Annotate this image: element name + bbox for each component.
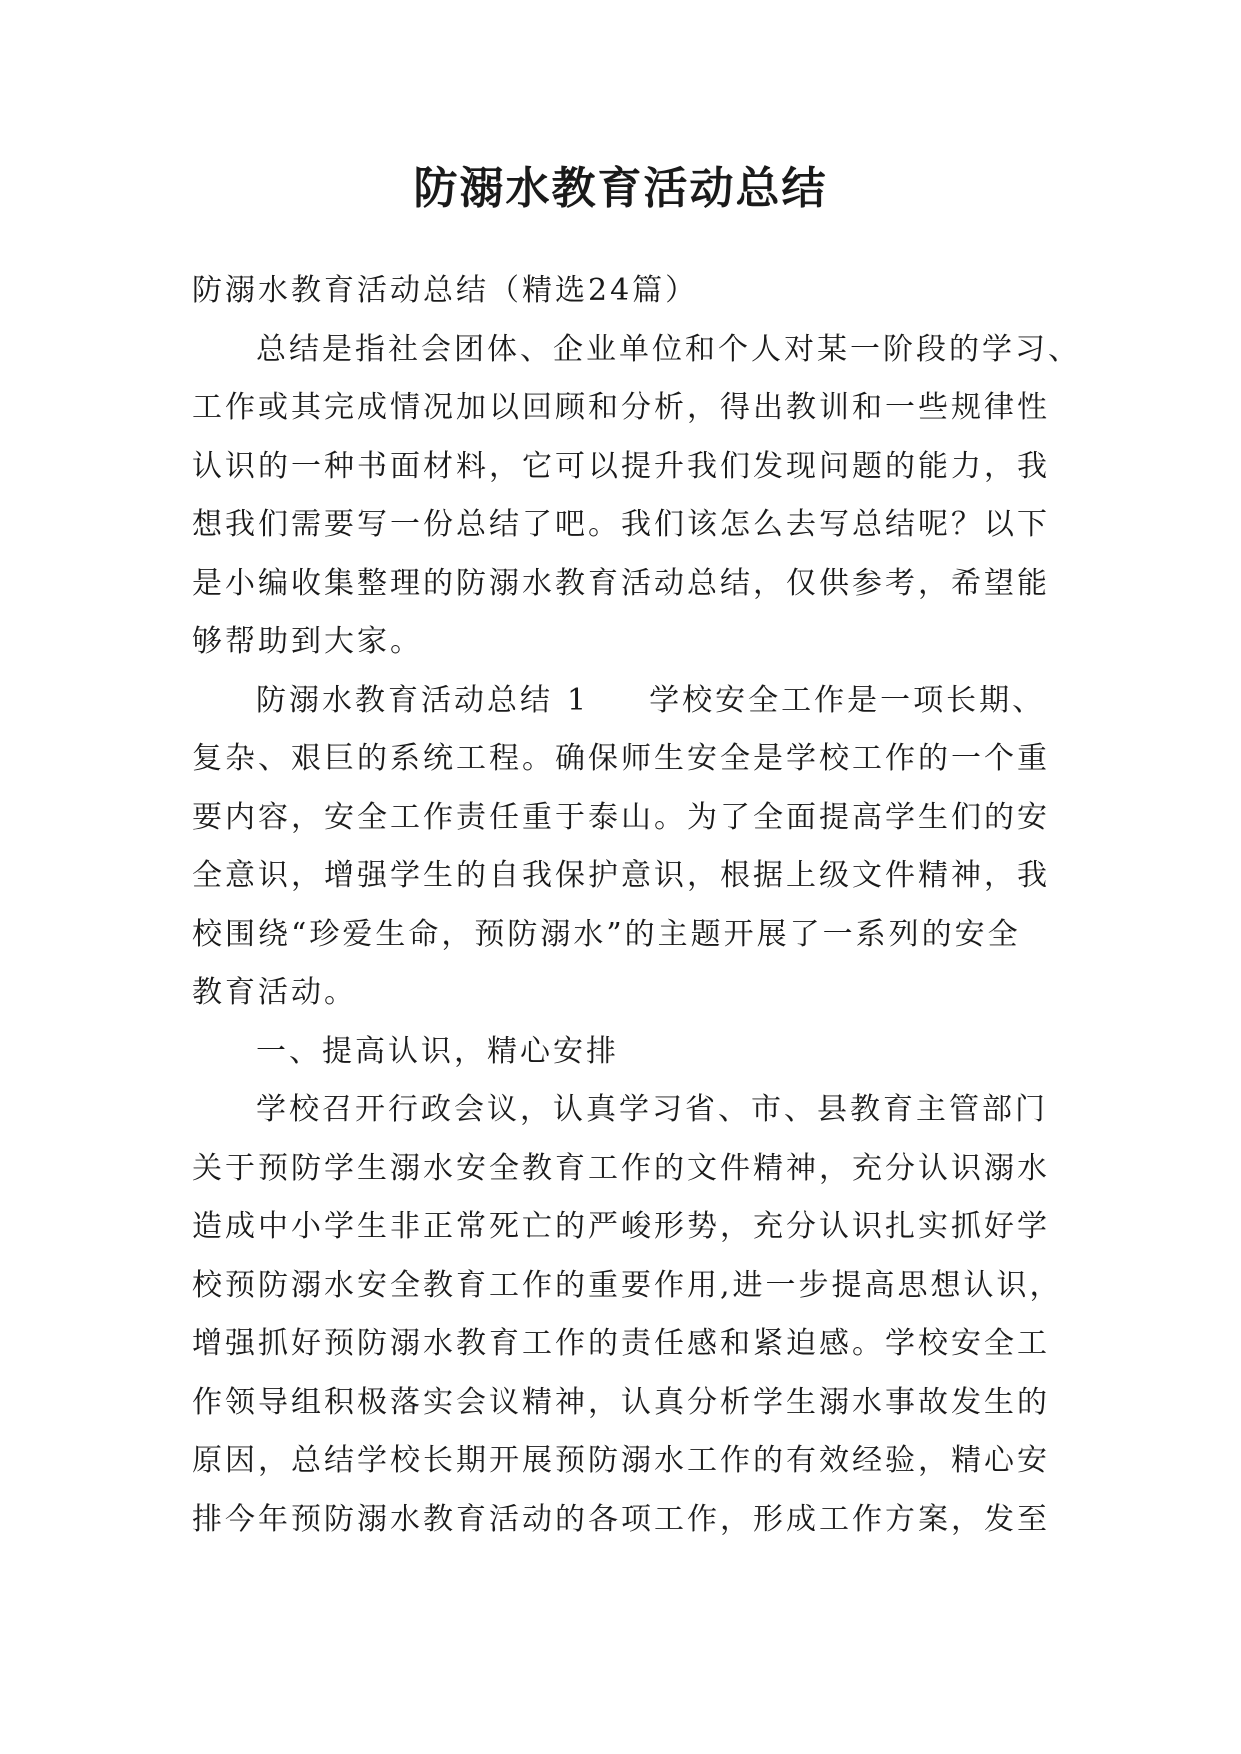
paragraph-2-line: 学校召开行政会议，认真学习省、市、县教育主管部门 xyxy=(256,1092,1048,1127)
paragraph-2-line: 校预防溺水安全教育工作的重要作用,进一步提高思想认识， xyxy=(192,1267,1063,1303)
section-1-line: 全意识，增强学生的自我保护意识，根据上级文件精神，我 xyxy=(192,858,1050,893)
section-1-first-line xyxy=(192,672,1062,731)
paragraph-2-line: 作领导组积极落实会议精神，认真分析学生溺水事故发生的 xyxy=(192,1384,1050,1420)
section-1-heading: 防溺水教育活动总结 xyxy=(256,682,553,718)
paragraph-2-line: 关于预防学生溺水安全教育工作的文件精神，充分认识溺水 xyxy=(192,1150,1050,1186)
section-1-number: 1 xyxy=(567,682,590,718)
intro-line: 总结是指社会团体、企业单位和个人对某一阶段的学习、 xyxy=(256,331,1081,367)
intro-line: 是小编收集整理的防溺水教育活动总结，仅供参考，希望能 xyxy=(192,565,1050,601)
intro-line: 工作或其完成情况加以回顾和分析，得出教训和一些规律性 xyxy=(192,390,1050,425)
paragraph-2-line: 原因，总结学校长期开展预防溺水工作的有效经验，精心安 xyxy=(192,1443,1050,1478)
section-1-line: 教育活动。 xyxy=(192,975,357,1010)
section-1-line: 要内容，安全工作责任重于泰山。为了全面提高学生们的安 xyxy=(192,799,1050,835)
document-subtitle: 防溺水教育活动总结（精选24篇） xyxy=(192,273,699,308)
document-title: 防溺水教育活动总结 xyxy=(413,163,828,214)
intro-line: 够帮助到大家。 xyxy=(192,624,423,659)
subheading-1: 一、提高认识，精心安排 xyxy=(256,1033,619,1069)
section-1-line: 校围绕“珍爱生命，预防溺水”的主题开展了一系列的安全 xyxy=(192,916,1021,952)
document-body xyxy=(192,262,1081,1549)
paragraph-2-line: 造成中小学生非正常死亡的严峻形势，充分认识扎实抓好学 xyxy=(192,1209,1050,1244)
paragraph-2-line: 排今年预防溺水教育活动的各项工作，形成工作方案，发至 xyxy=(192,1501,1050,1537)
section-1-first-line-text: 学校安全工作是一项长期、 xyxy=(649,682,1046,718)
intro-line: 认识的一种书面材料，它可以提升我们发现问题的能力，我 xyxy=(192,448,1050,484)
intro-line: 想我们需要写一份总结了吧。我们该怎么去写总结呢？以下 xyxy=(192,507,1050,542)
section-1-line: 复杂、艰巨的系统工程。确保师生安全是学校工作的一个重 xyxy=(192,741,1050,776)
paragraph-2-line: 增强抓好预防溺水教育工作的责任感和紧迫感。学校安全工 xyxy=(192,1326,1050,1361)
